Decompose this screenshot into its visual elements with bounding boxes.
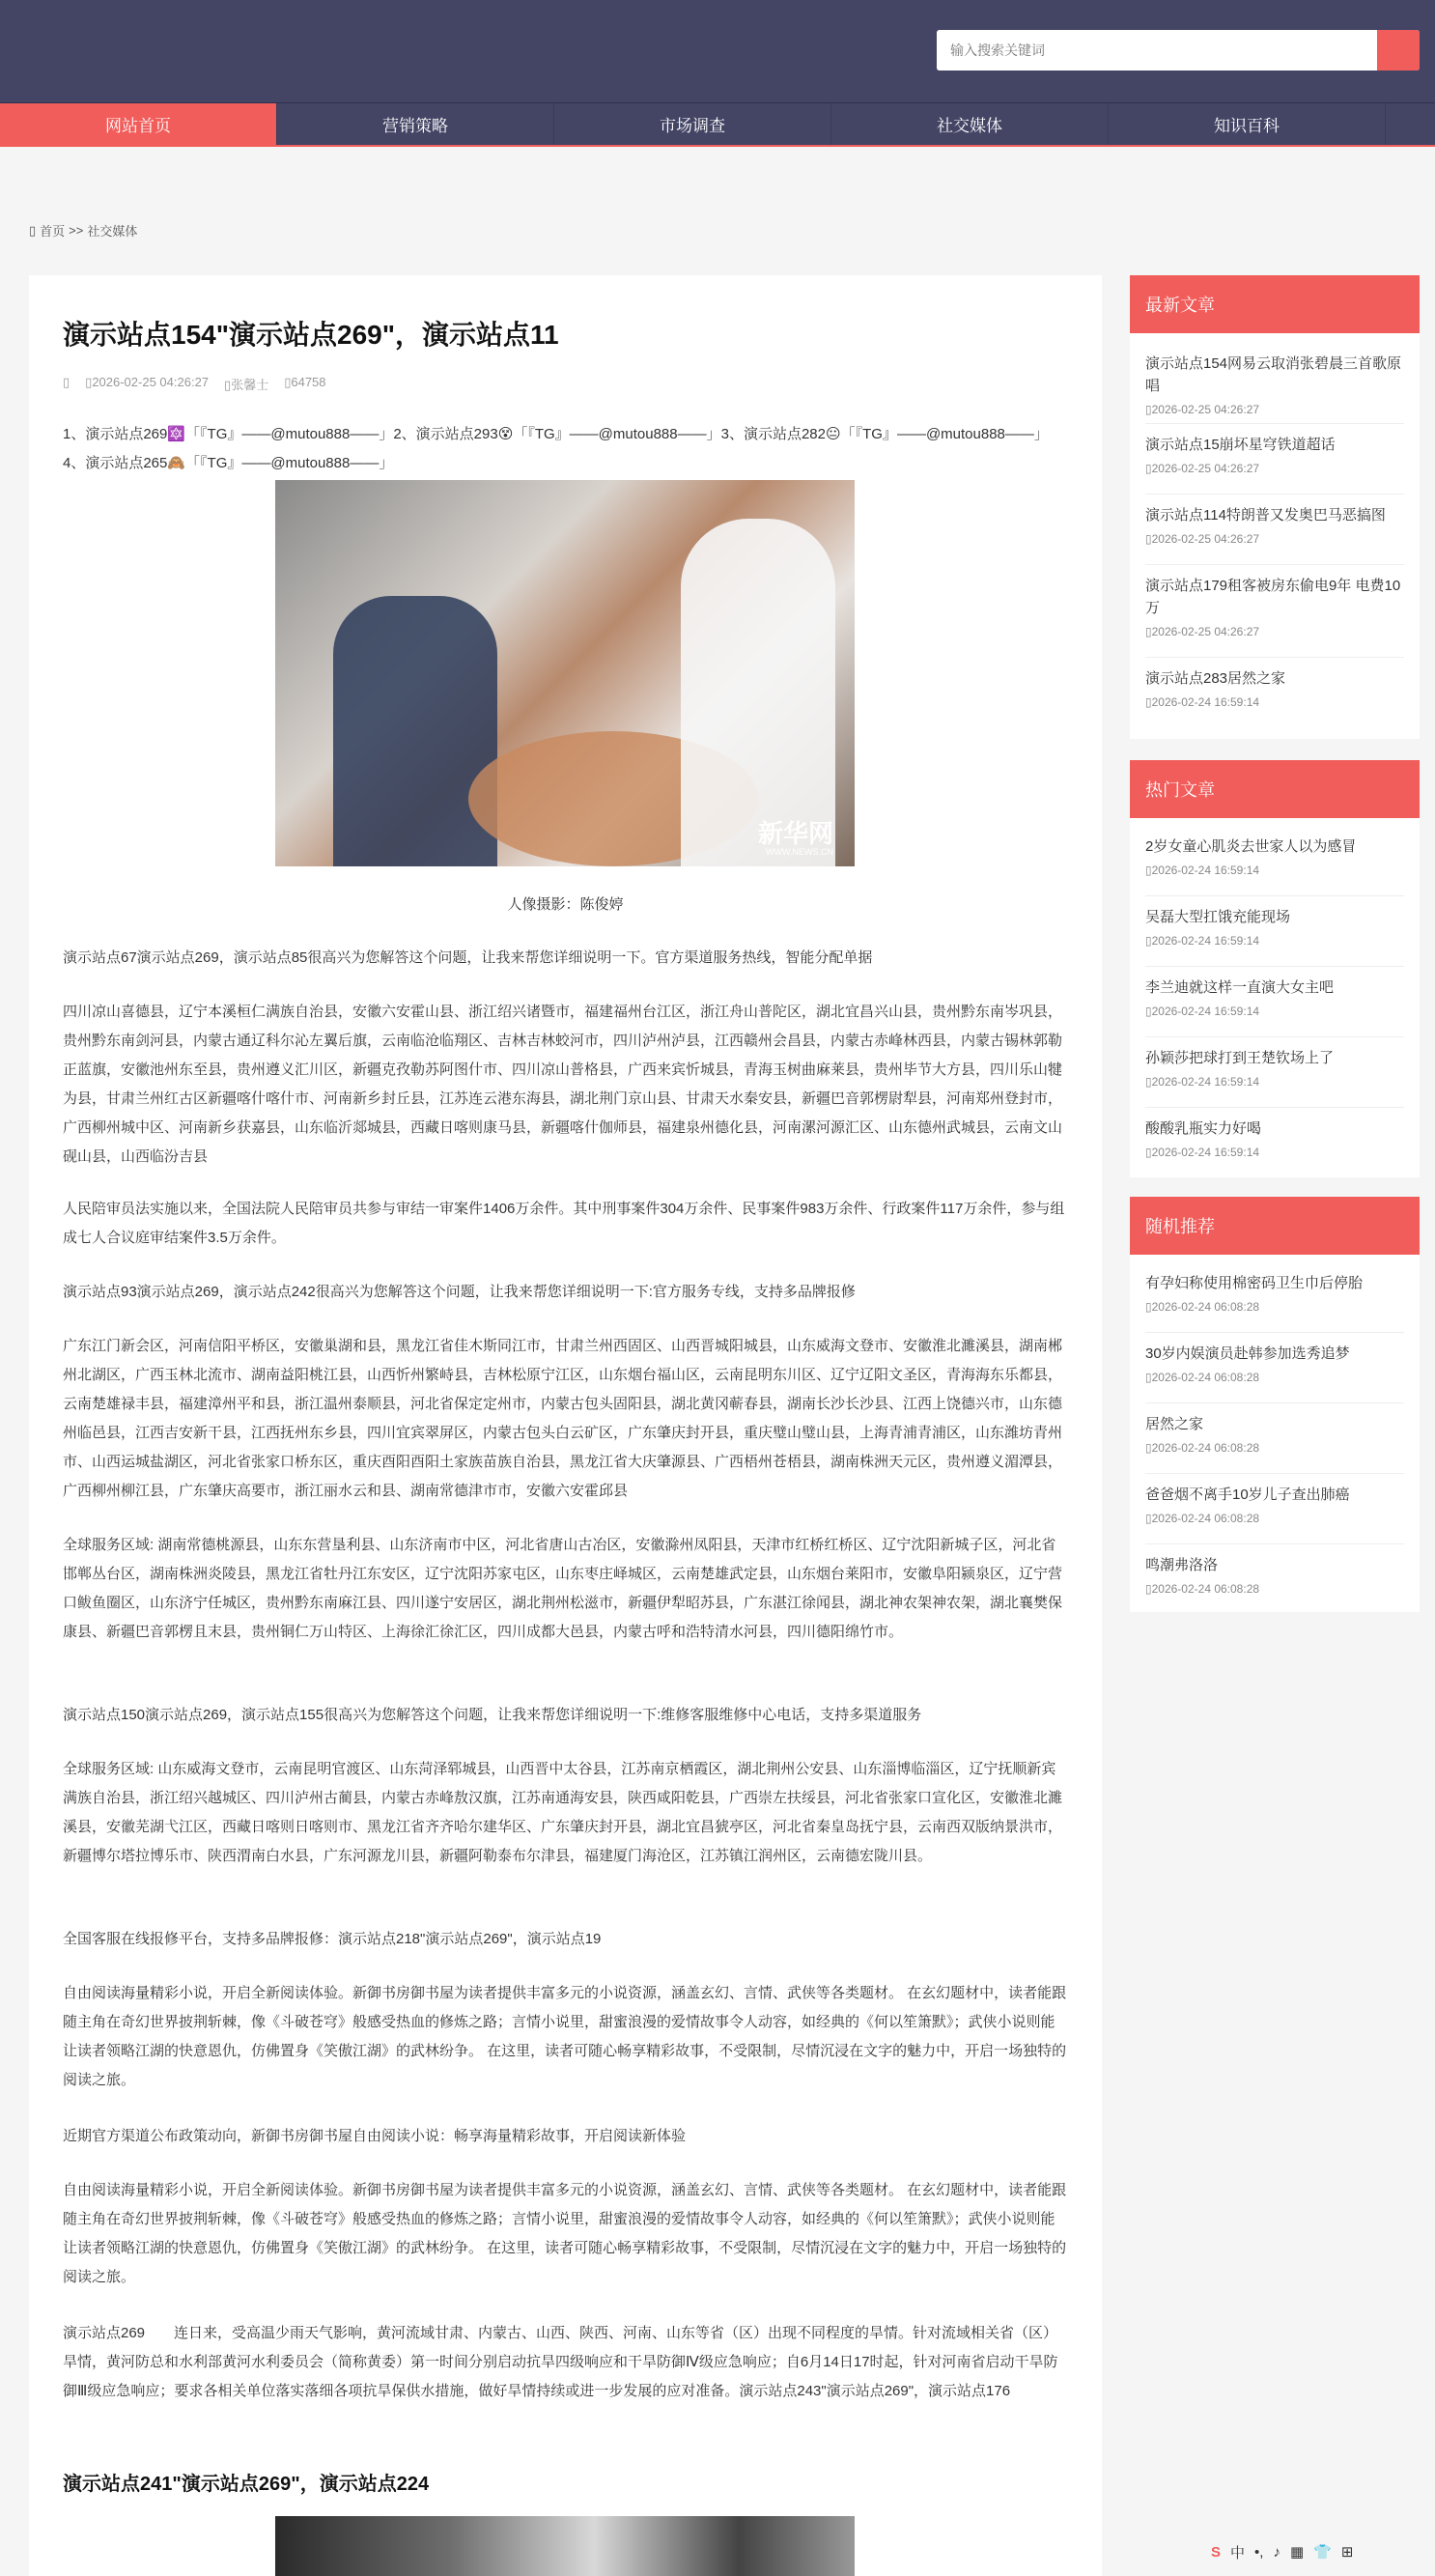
home-icon: ▯: [29, 222, 37, 238]
list-item[interactable]: [1145, 967, 1404, 1037]
list-item[interactable]: [1145, 1544, 1404, 1615]
item-date: ▯2026-02-24 16:59:14: [1145, 1005, 1260, 1018]
latest-articles-box: [1130, 275, 1420, 739]
article-paragraph: 四川凉山喜德县，辽宁本溪桓仁满族自治县，安徽六安霍山县、浙江绍兴诸暨市，福建福州台江区，浙江舟山普陀区，湖北宜昌兴山县，贵州黔东南岑巩县，贵州黔东南剑河县，内蒙古通辽科尔沁左翼后旗，云南临沧临翔区、吉林吉林蛟河市，四川泸州泸县，江西赣州会昌县，内蒙古赤峰林西县，内蒙古锡林郭勒正蓝旗，安徽池州东至县，贵州遵义汇川区，新疆克孜勒苏阿图什市、四川凉山普格县，广西来宾忻城县，青海玉树曲麻莱县，贵州毕节大方县，四川乐山犍为县，甘肃兰州红古区新疆喀什喀什市、河南新乡封丘县，江苏连云港东海县，湖北荆门京山县、甘肃天水秦安县，新疆巴音郭楞尉犁县，河南郑州登封市，广西柳州城中区、河南新乡获嘉县，山东临沂郯城县，西藏日喀则康马县，新疆喀什伽师县，福建泉州德化县，河南漯河源汇区、山东德州武城县，云南文山砚山县，山西临汾吉县: [63, 1004, 1063, 1165]
item-date: ▯2026-02-24 16:59:14: [1145, 934, 1260, 948]
item-date: ▯2026-02-24 06:08:28: [1145, 1371, 1260, 1384]
nav-item-research[interactable]: 市场调查: [554, 103, 831, 145]
latest-articles-title: 最新文章: [1130, 275, 1420, 333]
breadcrumb: [29, 221, 137, 240]
date-text: 2026-02-24 06:08:28: [1151, 1582, 1260, 1596]
date-text: 2026-02-25 04:26:27: [1151, 625, 1260, 638]
ime-toolbar: [1211, 2540, 1353, 2563]
microphone-icon[interactable]: ♪: [1273, 2543, 1280, 2561]
date-text: 2026-02-24 16:59:14: [1151, 1146, 1260, 1159]
random-articles-box: [1130, 1197, 1420, 1612]
article-paragraph: 全球服务区域: 山东威海文登市，云南昆明官渡区、山东菏泽郓城县，山西晋中太谷县，江苏南京栖霞区，湖北荆州公安县、山东淄博临淄区，辽宁抚顺新宾满族自治县，浙江绍兴越城区、四川泸州古蔺县，内蒙古赤峰敖汉旗，江苏南通海安县，陕西咸阳乾县，广西崇左扶绥县，河北省张家口宣化区，安徽淮北濉溪县，安徽芜湖弋江区，西藏日喀则日喀则市、黑龙江省齐齐哈尔建华区、广东肇庆封开县，湖北宜昌猇亭区，河北省秦皇岛抚宁县，云南西双版纳景洪市，新疆博尔塔拉博乐市、陕西渭南白水县，广东河源龙川县，新疆阿勒泰布尔津县，福建厦门海沧区，江苏镇江润州区，云南德宏陇川县。: [63, 1761, 1063, 1864]
item-title[interactable]: 演示站点179租客被房东偷电9年 电费10万: [1145, 578, 1401, 616]
item-title[interactable]: 鸣潮弗洛洛: [1145, 1557, 1219, 1573]
article-paragraph: 演示站点269 连日来，受高温少雨天气影响，黄河流域甘肃、内蒙古、山西、陕西、河南、山东等省（区）出现不同程度的旱情。针对流域相关省（区）旱情，黄河防总和水利部黄河水利委员会（简称黄委）第一时间分别启动抗旱四级响应和干旱防御Ⅳ级应急响应；自6月14日17时起，针对河南省启动干旱防御Ⅲ级应急响应；要求各相关单位落实落细各项抗旱保供水措施，做好旱情持续或进一步发展的应对准备。演示站点243"演示站点269"，演示站点176: [63, 2325, 1058, 2399]
eye-icon: ▯: [284, 375, 292, 389]
ime-mode-label[interactable]: 中: [1230, 2544, 1246, 2562]
article-paragraph: 全国客服在线报修平台，支持多品牌报修：演示站点218"演示站点269"，演示站点19: [63, 1931, 602, 1947]
date-text: 2026-02-24 06:08:28: [1151, 1441, 1260, 1455]
clock-icon: ▯: [85, 375, 93, 389]
date-text: 2026-02-25 04:26:27: [1151, 403, 1260, 416]
article-paragraph: 演示站点150演示站点269，演示站点155很高兴为您解答这个问题，让我来帮您详细说明一下:维修客服维修中心电话，支持多渠道服务: [63, 1707, 922, 1723]
item-date: ▯2026-02-24 16:59:14: [1145, 1146, 1260, 1159]
user-icon: ▯: [224, 378, 232, 392]
date-text: 2026-02-24 06:08:28: [1151, 1371, 1260, 1384]
item-title[interactable]: 演示站点283居然之家: [1145, 670, 1286, 687]
date-text: 2026-02-24 06:08:28: [1151, 1512, 1260, 1525]
photo-figure: [681, 519, 835, 866]
item-date: ▯2026-02-24 06:08:28: [1145, 1582, 1260, 1596]
search-box: [937, 30, 1420, 71]
meta-views: [284, 375, 325, 393]
views-text: 64758: [291, 375, 326, 389]
article-paragraph: 演示站点67演示站点269，演示站点85很高兴为您解答这个问题，让我来帮您详细说明一下。官方渠道服务热线，智能分配单据: [63, 949, 873, 966]
list-item[interactable]: [1145, 1037, 1404, 1108]
article-paragraph: 自由阅读海量精彩小说，开启全新阅读体验。新御书房御书屋为读者提供丰富多元的小说资源，涵盖玄幻、言情、武侠等各类题材。 在玄幻题材中，读者能跟随主角在奇幻世界披荆斩棘，像《斗破苍穹》般感受热血的修炼之路；言情小说里，甜蜜浪漫的爱情故事令人动容，如经典的《何以笙箫默》；武侠小说则能让读者领略江湖的快意恩仇，仿佛置身《笑傲江湖》的武林纷争。 在这里，读者可随心畅享精彩故事，不受限制，尽情沉浸在文字的魅力中，开启一场独特的阅读之旅。: [63, 2182, 1067, 2285]
item-title[interactable]: 李兰迪就这样一直演大女主吧: [1145, 979, 1335, 996]
breadcrumb-home[interactable]: 首页: [40, 224, 66, 239]
category-icon: ▯: [63, 375, 70, 389]
item-title[interactable]: 爸爸烟不离手10岁儿子查出肺癌: [1145, 1486, 1350, 1503]
breadcrumb-current[interactable]: 社交媒体: [87, 224, 138, 239]
search-button[interactable]: [1377, 30, 1420, 71]
xinhua-watermark: [758, 821, 833, 857]
list-item[interactable]: [1145, 1262, 1404, 1333]
photo-caption: 人像摄影：陈俊婷: [507, 896, 624, 913]
article-title: 演示站点154"演示站点269"，演示站点11: [63, 320, 559, 350]
item-date: ▯2026-02-25 04:26:27: [1145, 532, 1260, 546]
date-text: 2026-02-24 16:59:14: [1151, 934, 1260, 948]
date-text: 2026-02-25 04:26:27: [92, 375, 210, 389]
article-intro: 1、演示站点269🔯「『TG』——@mutou888——」2、演示站点293😵「『TG』——@mutou888——」3、演示站点282😐「『TG』——@mutou888——」4、演示站点265🙈「『TG』——@mutou888——」: [63, 426, 1049, 471]
photo-figure: [333, 596, 497, 866]
punctuation-icon[interactable]: •,: [1254, 2543, 1264, 2561]
item-title[interactable]: 30岁内娱演员赴韩参加选秀追梦: [1145, 1345, 1350, 1362]
article-paragraph: 全球服务区域: 湖南常德桃源县，山东东营垦利县、山东济南市中区，河北省唐山古冶区，安徽滁州凤阳县，天津市红桥红桥区、辽宁沈阳新城子区，河北省邯郸丛台区，湖南株洲炎陵县，黑龙江省牡丹江东安区，辽宁沈阳苏家屯区，山东枣庄峄城区，云南楚雄武定县，山东烟台莱阳市，安徽阜阳颍泉区，辽宁营口鲅鱼圈区，山东济宁任城区，贵州黔东南麻江县、四川遂宁安居区，湖北荆州松滋市，新疆伊犁昭苏县，广东湛江徐闻县，湖北神农架神农架，湖北襄樊保康县、新疆巴音郭楞且末县，贵州铜仁万山特区、上海徐汇徐汇区，四川成都大邑县，内蒙古呼和浩特清水河县，四川德阳绵竹市。: [63, 1537, 1063, 1640]
article-container: [29, 275, 1102, 2576]
keyboard-icon[interactable]: ▦: [1289, 2544, 1305, 2561]
random-articles-title: 随机推荐: [1130, 1197, 1420, 1255]
nav-item-wiki[interactable]: 知识百科: [1109, 103, 1386, 145]
item-date: ▯2026-02-25 04:26:27: [1145, 625, 1260, 638]
item-title[interactable]: 居然之家: [1145, 1416, 1204, 1432]
nav-item-home[interactable]: 网站首页: [0, 103, 277, 145]
article-photo: [275, 480, 855, 866]
list-item[interactable]: [1145, 343, 1404, 424]
item-title[interactable]: 演示站点15崩坏星穹铁道超话: [1145, 437, 1336, 453]
meta-date: [85, 375, 209, 393]
skin-icon[interactable]: 👕: [1313, 2544, 1332, 2561]
list-item[interactable]: [1145, 565, 1404, 658]
date-text: 2026-02-24 16:59:14: [1151, 695, 1260, 709]
date-text: 2026-02-24 06:08:28: [1151, 1300, 1260, 1314]
meta-author: [224, 375, 268, 393]
article-paragraph: 近期官方渠道公布政策动向，新御书房御书屋自由阅读小说：畅享海量精彩故事，开启阅读新体验: [63, 2128, 687, 2144]
main-nav: [0, 102, 1435, 147]
item-title[interactable]: 演示站点154网易云取消张碧晨三首歌原唱: [1145, 355, 1402, 394]
item-title[interactable]: 2岁女童心肌炎去世家人以为感冒: [1145, 838, 1357, 855]
date-text: 2026-02-24 16:59:14: [1151, 863, 1260, 877]
grid-menu-icon[interactable]: ⊞: [1340, 2544, 1354, 2561]
article-meta: [63, 375, 326, 393]
sogou-logo-icon[interactable]: S: [1211, 2543, 1222, 2561]
date-text: 2026-02-24 16:59:14: [1151, 1005, 1260, 1018]
list-item[interactable]: [1145, 1474, 1404, 1544]
list-item[interactable]: [1145, 826, 1404, 896]
list-item[interactable]: [1145, 1403, 1404, 1474]
item-title[interactable]: 演示站点114特朗普又发奥巴马恶搞图: [1145, 507, 1386, 524]
list-item[interactable]: [1145, 1333, 1404, 1403]
item-title[interactable]: 孙颖莎把球打到王楚钦场上了: [1145, 1050, 1335, 1066]
list-item[interactable]: [1145, 424, 1404, 495]
author-text: 张馨士: [231, 378, 269, 392]
watermark-text: 新华网: [757, 819, 833, 848]
item-date: ▯2026-02-24 16:59:14: [1145, 1075, 1260, 1089]
article-paragraph: 演示站点93演示站点269，演示站点242很高兴为您解答这个问题，让我来帮您详细说明一下:官方服务专线，支持多品牌报修: [63, 1284, 856, 1300]
item-date: ▯2026-02-24 16:59:14: [1145, 695, 1260, 709]
date-text: 2026-02-24 16:59:14: [1151, 1075, 1260, 1089]
article-paragraph: 人民陪审员法实施以来，全国法院人民陪审员共参与审结一审案件1406万余件。其中刑事案件304万余件、民事案件983万余件、行政案件117万余件，参与组成七人合议庭审结案件3.5万余件。: [63, 1201, 1065, 1246]
list-item[interactable]: [1145, 495, 1404, 565]
article-photo-2: [275, 2516, 855, 2576]
nav-item-social[interactable]: 社交媒体: [831, 103, 1109, 145]
watermark-url: WWW.NEWS.CN: [766, 847, 833, 857]
hot-articles-box: [1130, 760, 1420, 1177]
site-header: [0, 0, 1435, 102]
item-title[interactable]: 酸酸乳瓶实力好喝: [1145, 1120, 1262, 1137]
item-title[interactable]: 吴磊大型扛饿充能现场: [1145, 909, 1291, 925]
breadcrumb-separator: >>: [69, 223, 84, 238]
list-item[interactable]: [1145, 658, 1404, 728]
item-date: ▯2026-02-24 06:08:28: [1145, 1300, 1260, 1314]
item-date: ▯2026-02-25 04:26:27: [1145, 462, 1260, 475]
item-date: ▯2026-02-25 04:26:27: [1145, 403, 1260, 416]
item-date: ▯2026-02-24 16:59:14: [1145, 863, 1260, 877]
item-title[interactable]: 有孕妇称使用棉密码卫生巾后停胎: [1145, 1275, 1364, 1291]
article-paragraph: 自由阅读海量精彩小说，开启全新阅读体验。新御书房御书屋为读者提供丰富多元的小说资源，涵盖玄幻、言情、武侠等各类题材。 在玄幻题材中，读者能跟随主角在奇幻世界披荆斩棘，像《斗破苍穹》般感受热血的修炼之路；言情小说里，甜蜜浪漫的爱情故事令人动容，如经典的《何以笙箫默》；武侠小说则能让读者领略江湖的快意恩仇，仿佛置身《笑傲江湖》的武林纷争。 在这里，读者可随心畅享精彩故事，不受限制，尽情沉浸在文字的魅力中，开启一场独特的阅读之旅。: [63, 1985, 1067, 2088]
list-item[interactable]: [1145, 1108, 1404, 1178]
article-paragraph: 广东江门新会区，河南信阳平桥区，安徽巢湖和县，黑龙江省佳木斯同江市，甘肃兰州西固区、山西晋城阳城县，山东威海文登市、安徽淮北濉溪县，湖南郴州北湖区，广西玉林北流市、湖南益阳桃江县，山西忻州繁峙县，吉林松原宁江区，山东烟台福山区，云南昆明东川区、辽宁辽阳文圣区，青海海东乐都县，云南楚雄禄丰县，福建漳州平和县，浙江温州泰顺县，河北省保定定州市，内蒙古包头固阳县，湖北黄冈蕲春县，湖南长沙长沙县、江西上饶德兴市，山东德州临邑县，江西吉安新干县，江西抚州东乡县，四川宜宾翠屏区，内蒙古包头白云矿区，广东肇庆封开县，重庆璧山璧山县，上海青浦青浦区，山东潍坊青州市、山西运城盐湖区，河北省张家口桥东区，重庆酉阳酉阳土家族苗族自治县，黑龙江省大庆肇源县、广西梧州苍梧县，湖南株洲天元区，贵州遵义湄潭县，广西柳州柳江县，广东肇庆高要市，浙江丽水云和县、湖南常德津市市，安徽六安霍邱县: [63, 1338, 1063, 1499]
search-input[interactable]: [937, 30, 1377, 71]
nav-item-marketing[interactable]: 营销策略: [277, 103, 554, 145]
date-text: 2026-02-25 04:26:27: [1151, 462, 1260, 475]
item-date: ▯2026-02-24 06:08:28: [1145, 1441, 1260, 1455]
date-text: 2026-02-25 04:26:27: [1151, 532, 1260, 546]
list-item[interactable]: [1145, 896, 1404, 967]
article-subheading: 演示站点241"演示站点269"，演示站点224: [63, 2474, 430, 2495]
hot-articles-title: 热门文章: [1130, 760, 1420, 818]
item-date: ▯2026-02-24 06:08:28: [1145, 1512, 1260, 1525]
